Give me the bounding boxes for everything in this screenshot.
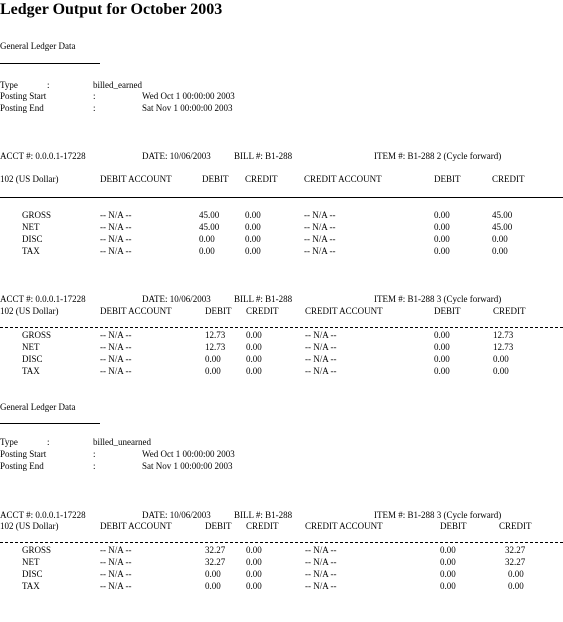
currency-label: 102 (US Dollar) xyxy=(0,174,59,184)
posting-end-label: Posting End xyxy=(0,461,44,471)
row-debit-2: 0.00 xyxy=(434,222,450,232)
posting-end-separator: : xyxy=(93,103,96,113)
row-credit: 0.00 xyxy=(246,330,262,340)
row-label: NET xyxy=(22,557,40,567)
bill-number: BILL #: B1-288 xyxy=(234,151,293,161)
col-credit: CREDIT xyxy=(246,306,279,316)
row-debit: 32.27 xyxy=(205,557,226,567)
acct-number: ACCT #: 0.0.0.1-17228 xyxy=(0,294,86,304)
col-credit-account: CREDIT ACCOUNT xyxy=(304,174,382,184)
row-credit-account: -- N/A -- xyxy=(305,545,337,555)
row-debit-account: -- N/A -- xyxy=(100,545,132,555)
type-label: Type xyxy=(0,80,18,90)
col-credit-2: CREDIT xyxy=(492,174,525,184)
row-credit: 0.00 xyxy=(246,342,262,352)
col-debit-account: DEBIT ACCOUNT xyxy=(100,306,172,316)
row-debit: 12.73 xyxy=(205,342,226,352)
header-rule xyxy=(0,197,563,198)
posting-end-separator: : xyxy=(93,461,96,471)
row-credit: 0.00 xyxy=(245,246,261,256)
row-credit-account: -- N/A -- xyxy=(305,366,337,376)
row-credit: 0.00 xyxy=(246,354,262,364)
row-credit-account: -- N/A -- xyxy=(304,234,336,244)
row-credit-account: -- N/A -- xyxy=(304,246,336,256)
row-credit-2: 12.73 xyxy=(493,342,514,352)
row-debit-2: 0.00 xyxy=(440,581,456,591)
col-credit-account: CREDIT ACCOUNT xyxy=(305,306,383,316)
row-credit-2: 0.00 xyxy=(492,234,508,244)
col-debit-2: DEBIT xyxy=(440,521,467,531)
row-label: NET xyxy=(22,342,40,352)
row-credit: 0.00 xyxy=(246,581,262,591)
row-debit-account: -- N/A -- xyxy=(100,569,132,579)
row-credit-2: 12.73 xyxy=(493,330,514,340)
currency-label: 102 (US Dollar) xyxy=(0,521,59,531)
row-label: TAX xyxy=(22,246,40,256)
row-credit-account: -- N/A -- xyxy=(305,342,337,352)
row-credit-2: 0.00 xyxy=(508,569,524,579)
date: DATE: 10/06/2003 xyxy=(142,151,211,161)
row-debit: 0.00 xyxy=(199,246,215,256)
row-credit: 0.00 xyxy=(246,569,262,579)
posting-end-value: Sat Nov 1 00:00:00 2003 xyxy=(142,103,233,113)
col-debit-2: DEBIT xyxy=(434,306,461,316)
row-credit-2: 32.27 xyxy=(505,545,526,555)
row-debit: 45.00 xyxy=(199,210,220,220)
row-debit: 32.27 xyxy=(205,545,226,555)
row-label: GROSS xyxy=(22,545,52,555)
row-debit-account: -- N/A -- xyxy=(100,330,132,340)
posting-end-label: Posting End xyxy=(0,103,44,113)
row-credit-account: -- N/A -- xyxy=(304,210,336,220)
col-debit: DEBIT xyxy=(205,306,232,316)
row-debit-2: 0.00 xyxy=(440,569,456,579)
row-debit-account: -- N/A -- xyxy=(100,366,132,376)
row-credit-account: -- N/A -- xyxy=(304,222,336,232)
section-heading: General Ledger Data xyxy=(0,41,76,51)
header-rule xyxy=(0,327,563,328)
section-heading-rule xyxy=(0,63,100,64)
row-debit-account: -- N/A -- xyxy=(100,581,132,591)
posting-start-value: Wed Oct 1 00:00:00 2003 xyxy=(142,91,235,101)
row-credit: 0.00 xyxy=(246,545,262,555)
col-debit-account: DEBIT ACCOUNT xyxy=(100,521,172,531)
row-debit-2: 0.00 xyxy=(440,545,456,555)
col-debit: DEBIT xyxy=(202,174,229,184)
row-label: DISC xyxy=(22,234,43,244)
col-debit-account: DEBIT ACCOUNT xyxy=(100,174,172,184)
posting-start-separator: : xyxy=(93,91,96,101)
row-credit: 0.00 xyxy=(245,234,261,244)
row-credit-2: 32.27 xyxy=(505,557,526,567)
row-debit: 12.73 xyxy=(205,330,226,340)
row-debit: 0.00 xyxy=(205,366,221,376)
item-number: ITEM #: B1-288 2 (Cycle forward) xyxy=(374,151,502,161)
row-credit-account: -- N/A -- xyxy=(305,569,337,579)
col-credit-2: CREDIT xyxy=(493,306,526,316)
row-label: DISC xyxy=(22,354,43,364)
row-debit-2: 0.00 xyxy=(434,234,450,244)
row-debit-account: -- N/A -- xyxy=(100,234,132,244)
col-credit-account: CREDIT ACCOUNT xyxy=(305,521,383,531)
type-separator: : xyxy=(47,80,50,90)
row-debit-2: 0.00 xyxy=(434,246,450,256)
header-rule xyxy=(0,542,563,543)
row-debit-2: 0.00 xyxy=(434,366,450,376)
row-debit: 0.00 xyxy=(205,569,221,579)
posting-start-label: Posting Start xyxy=(0,91,47,101)
row-credit: 0.00 xyxy=(246,366,262,376)
row-label: NET xyxy=(22,222,40,232)
section-heading: General Ledger Data xyxy=(0,402,76,412)
type-separator: : xyxy=(47,437,50,447)
row-credit-2: 0.00 xyxy=(493,354,509,364)
page-title: Ledger Output for October 2003 xyxy=(0,1,223,18)
col-credit-2: CREDIT xyxy=(499,521,532,531)
posting-start-value: Wed Oct 1 00:00:00 2003 xyxy=(142,449,235,459)
item-number: ITEM #: B1-288 3 (Cycle forward) xyxy=(374,294,502,304)
row-credit: 0.00 xyxy=(245,222,261,232)
row-debit-account: -- N/A -- xyxy=(100,354,132,364)
row-debit: 45.00 xyxy=(199,222,220,232)
type-label: Type xyxy=(0,437,18,447)
row-label: GROSS xyxy=(22,330,52,340)
row-credit-2: 0.00 xyxy=(492,246,508,256)
col-credit: CREDIT xyxy=(245,174,278,184)
bill-number: BILL #: B1-288 xyxy=(234,510,293,520)
row-credit-account: -- N/A -- xyxy=(305,354,337,364)
row-debit-account: -- N/A -- xyxy=(100,557,132,567)
row-debit-2: 0.00 xyxy=(434,342,450,352)
row-debit: 0.00 xyxy=(199,234,215,244)
date: DATE: 10/06/2003 xyxy=(142,510,211,520)
col-debit-2: DEBIT xyxy=(434,174,461,184)
row-credit-2: 45.00 xyxy=(492,222,513,232)
row-credit-2: 0.00 xyxy=(493,366,509,376)
posting-start-separator: : xyxy=(93,449,96,459)
item-number: ITEM #: B1-288 3 (Cycle forward) xyxy=(374,510,502,520)
type-value: billed_unearned xyxy=(93,437,151,447)
currency-label: 102 (US Dollar) xyxy=(0,306,59,316)
col-credit: CREDIT xyxy=(246,521,279,531)
row-debit-2: 0.00 xyxy=(440,557,456,567)
posting-start-label: Posting Start xyxy=(0,449,47,459)
posting-end-value: Sat Nov 1 00:00:00 2003 xyxy=(142,461,233,471)
row-debit-account: -- N/A -- xyxy=(100,342,132,352)
acct-number: ACCT #: 0.0.0.1-17228 xyxy=(0,510,86,520)
bill-number: BILL #: B1-288 xyxy=(234,294,293,304)
row-credit-2: 0.00 xyxy=(508,581,524,591)
row-credit-2: 45.00 xyxy=(492,210,513,220)
row-debit: 0.00 xyxy=(205,581,221,591)
type-value: billed_earned xyxy=(93,80,142,90)
section-heading-rule xyxy=(0,423,100,424)
row-credit: 0.00 xyxy=(245,210,261,220)
row-credit: 0.00 xyxy=(246,557,262,567)
row-debit-2: 0.00 xyxy=(434,354,450,364)
date: DATE: 10/06/2003 xyxy=(142,294,211,304)
row-debit-2: 0.00 xyxy=(434,330,450,340)
col-debit: DEBIT xyxy=(205,521,232,531)
row-debit-2: 0.00 xyxy=(434,210,450,220)
row-debit-account: -- N/A -- xyxy=(100,222,132,232)
row-credit-account: -- N/A -- xyxy=(305,557,337,567)
row-debit-account: -- N/A -- xyxy=(100,210,132,220)
row-debit-account: -- N/A -- xyxy=(100,246,132,256)
row-debit: 0.00 xyxy=(205,354,221,364)
row-label: GROSS xyxy=(22,210,52,220)
acct-number: ACCT #: 0.0.0.1-17228 xyxy=(0,151,86,161)
row-credit-account: -- N/A -- xyxy=(305,330,337,340)
row-label: DISC xyxy=(22,569,43,579)
row-label: TAX xyxy=(22,366,40,376)
row-label: TAX xyxy=(22,581,40,591)
row-credit-account: -- N/A -- xyxy=(305,581,337,591)
